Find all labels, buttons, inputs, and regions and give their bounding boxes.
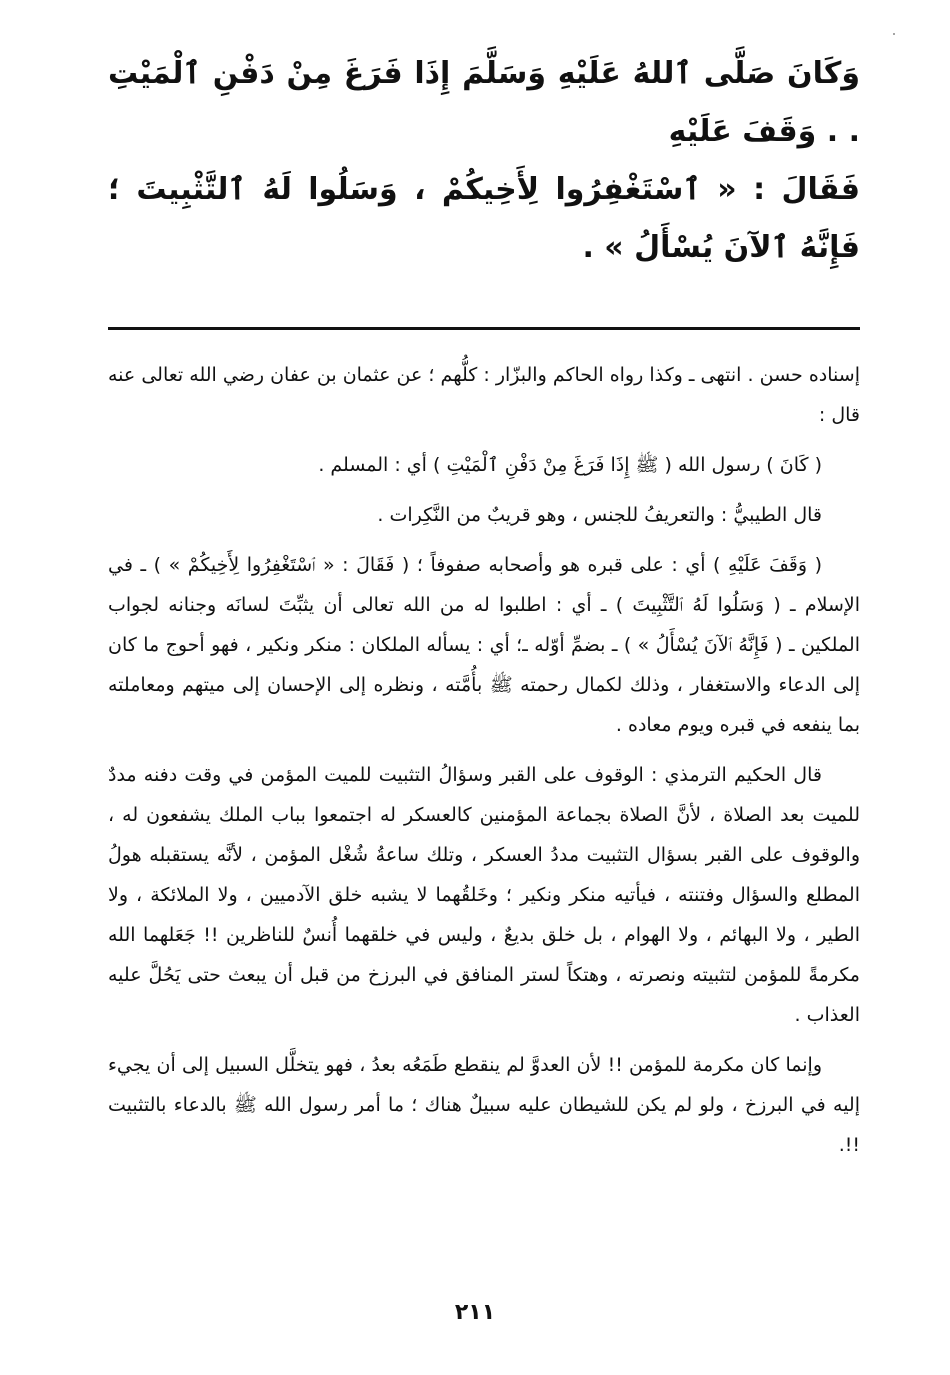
scan-mark: [893, 33, 895, 35]
page-number: ٢١١: [454, 1300, 496, 1325]
commentary-paragraph-2: ( كَانَ ) رسول الله ( ﷺ إِذَا فَرَغَ مِنْ دَفْنِ ٱلْمَيْتِ ) أي : المسلم .: [318, 454, 822, 476]
hadith-text: [108, 45, 860, 277]
commentary-paragraph-4: ( وَقَفَ عَلَيْهِ ) أي : على قبره هو وأصحابه صفوفاً ؛ ( فَقَالَ : « ٱسْتَغْفِرُوا لِأَخِيكُمْ » ) ـ في الإسلام ـ ( وَسَلُوا لَهُ ٱلتَّثْبِيتَ ) ـ أي : اطلبوا له من الله تعالى أن يثبِّتَ لسانَه وجنانه لجواب الملكين ـ ( فَإِنَّهُ ٱلآنَ يُسْأَلُ » ) ـ بضمِّ أوّله ـ؛ أي : يسأله الملكان : منكر ونكير ، فهو أحوج ما كان إلى الدعاء والاستغفار ، وذلك لكمال رحمته ﷺ بأُمَّته ، ونظره إلى الإحسان إلى ميتهم ومعاملته بما ينفعه في قبره ويوم معاده .: [108, 554, 860, 736]
separator-rule: [108, 327, 860, 330]
commentary-paragraph-6: وإنما كان مكرمة للمؤمن !! لأن العدوَّ لم ينقطع طَمَعُه بعدُ ، فهو يتخلَّل السبيل إلى أن يجيء إليه في البرزخ ، ولو لم يكن للشيطان عليه سبيلٌ هناك ؛ ما أمر رسول الله ﷺ بالدعاء بالتثبيت !!.: [108, 1054, 860, 1156]
hadith-line-1: وَكَانَ صَلَّى ٱللهُ عَلَيْهِ وَسَلَّمَ إِذَا فَرَغَ مِنْ دَفْنِ ٱلْمَيْتِ . . وَقَفَ عَلَيْهِ: [108, 56, 860, 149]
commentary-paragraph-3: قال الطيبيُّ : والتعريفُ للجنس ، وهو قريبٌ من النَّكِرات .: [377, 504, 822, 526]
hadith-line-2: فَقَالَ : « ٱسْتَغْفِرُوا لِأَخِيكُمْ ، وَسَلُوا لَهُ ٱلتَّثْبِيتَ ؛ فَإِنَّهُ ٱلآنَ يُسْأَلُ » .: [108, 172, 860, 265]
page-body: [108, 45, 860, 1165]
commentary: [108, 355, 860, 1165]
commentary-paragraph-1: إسناده حسن . انتهى ـ وكذا رواه الحاكم والبزّار : كلُّهم ؛ عن عثمان بن عفان رضي الله تعالى عنه قال :: [108, 364, 860, 426]
commentary-paragraph-5: قال الحكيم الترمذي : الوقوف على القبر وسؤالُ التثبيت للميت المؤمن في وقت دفنه مددٌ للميت بعد الصلاة ، لأنَّ الصلاة بجماعة المؤمنين كالعسكر له اجتمعوا بباب الملك يشفعون له ، والوقوف على القبر بسؤال التثبيت مددُ العسكر ، وتلك ساعةُ شُغْل المؤمن ، لأنَّه يستقبله هولُ المطلع والسؤال وفتنته ، فيأتيه منكر ونكير ؛ وخَلقُهما لا يشبه خلق الآدميين ، ولا الملائكة ، ولا الطير ، ولا البهائم ، ولا الهوام ، بل خلق بديعٌ ، وليس في خلقهما أُنسٌ للناظرين !! جَعَلهما الله مكرمةً للمؤمن لتثبيته ونصرته ، وهتكاً لستر المنافق في البرزخ من قبل أن يبعث حتى يَحُلَّ عليه العذاب .: [108, 764, 860, 1026]
